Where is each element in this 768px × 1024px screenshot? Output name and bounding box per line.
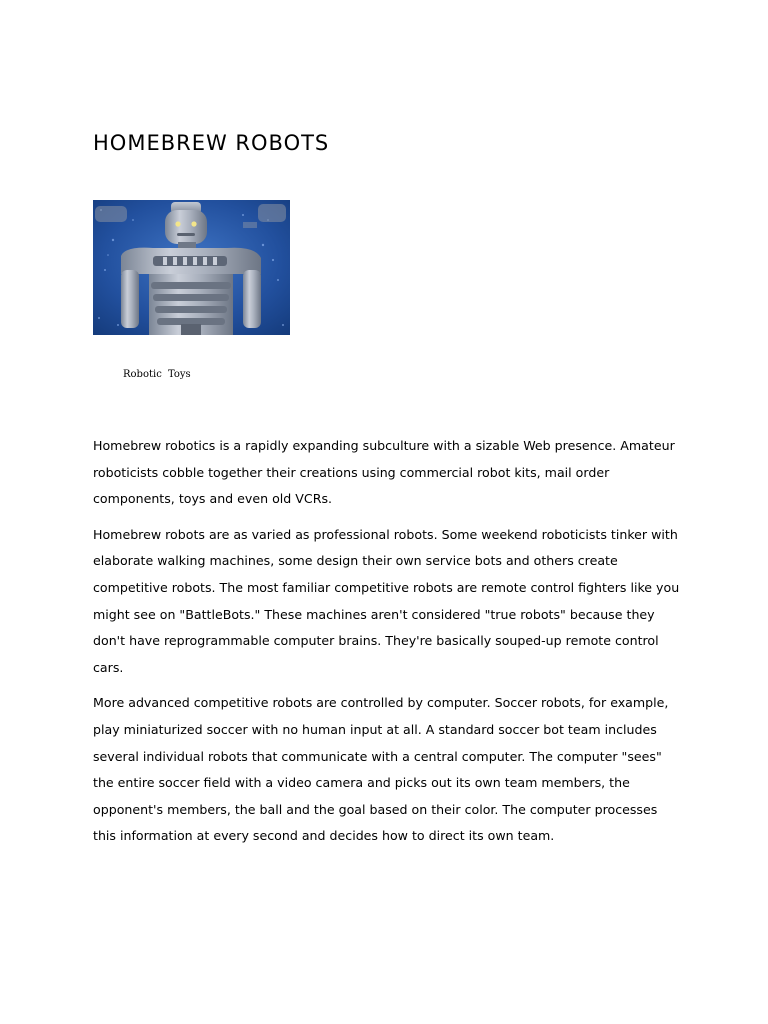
image-caption: Robotic Toys xyxy=(123,369,191,380)
page-title: HOMEBREW ROBOTS xyxy=(93,131,330,155)
paragraph-1: Homebrew robotics is a rapidly expanding subculture with a sizable Web presence. Amateur roboticists cobble together their creations using commercial robot kits, mail order components, toys and even old VCRs. xyxy=(93,438,675,507)
article-body xyxy=(93,433,683,859)
robot-toy-image xyxy=(93,200,290,335)
paragraph-3: More advanced competitive robots are controlled by computer. Soccer robots, for example, play miniaturized soccer with no human input at all. A standard soccer bot team includes several individual robots that communicate with a central computer. The computer "sees" the entire soccer field with a video camera and picks out its own team members, the opponent's members, the ball and the goal based on their color. The computer processes this information at every second and decides how to direct its own team. xyxy=(93,695,669,844)
paragraph-2: Homebrew robots are as varied as professional robots. Some weekend roboticists tinker with elaborate walking machines, some design their own service bots and others create competitive robots. The most familiar competitive robots are remote control fighters like you might see on "BattleBots." These machines aren't considered "true robots" because they don't have reprogrammable computer brains. They're basically souped-up remote control cars. xyxy=(93,526,680,675)
